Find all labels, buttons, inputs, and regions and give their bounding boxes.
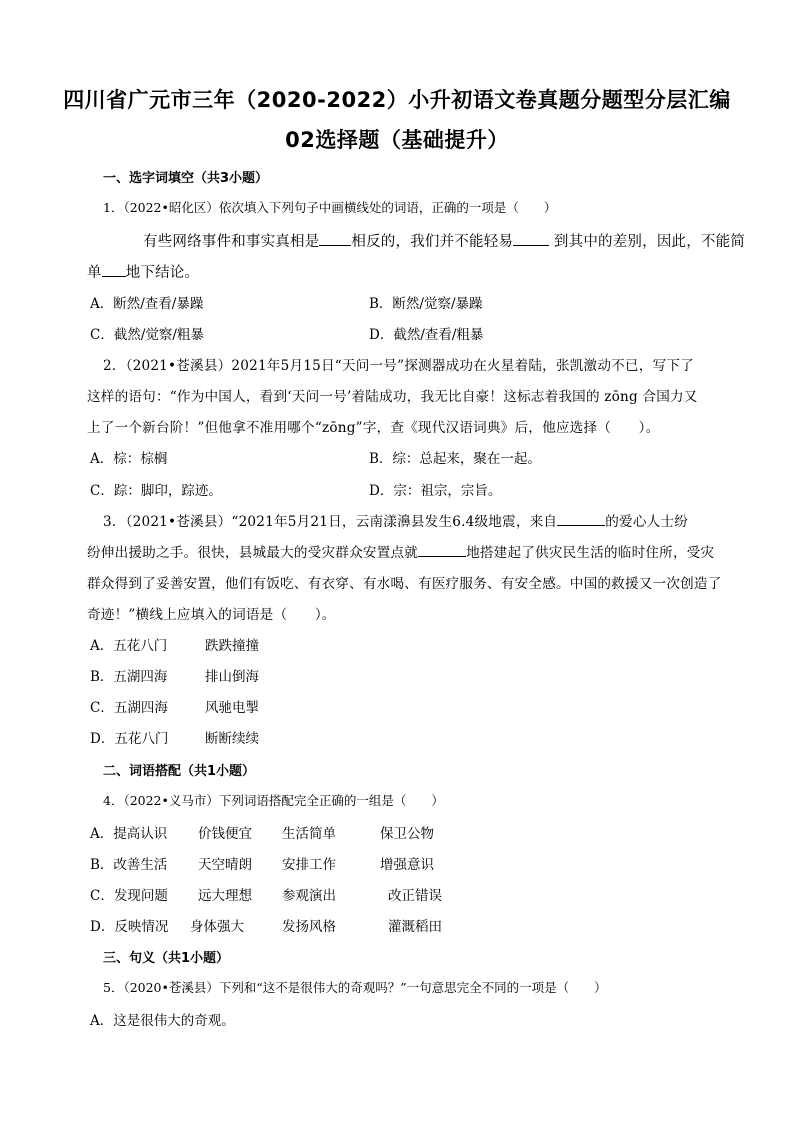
q3-option-b: B．五湖四海 (90, 669, 168, 685)
question-4-stem: 4．（2022•义马市）下列词语搭配完全正确的一组是（ ） (103, 793, 444, 808)
q1-option-b: B．断然/觉察/暴躁 (369, 296, 483, 312)
q4-row-b-col3: 安排工作 (282, 857, 336, 873)
q2-option-a: A．棕：棕榈 (90, 451, 168, 467)
q3-text-d: 地搭建起了供灾民生活的临时住所，受灾 (466, 545, 715, 561)
question-3-line1 (103, 510, 688, 530)
question-1-stem: 1．（2022•昭化区）依次填入下列句子中画横线处的词语，正确的一项是（ ） (103, 200, 557, 215)
q3-option-a-word: 跌跌撞撞 (205, 638, 259, 654)
question-3-line4: 奇迹！”横线上应填入的词语是（ ）。 (87, 607, 336, 623)
q4-row-c-col3: 参观演出 (282, 888, 336, 904)
q3-text-a: 3．（2021•苍溪县）“2021年5月21日，云南漾濞县发生6.4级地震，来自 (103, 514, 558, 530)
q4-row-d-col4: 灌溉稻田 (388, 919, 442, 935)
q3-option-d: D．五花八门 (90, 731, 169, 747)
q3-option-c: C．五湖四海 (90, 700, 168, 716)
q1-option-c: C．截然/觉察/粗暴 (90, 327, 204, 343)
q4-row-b-col2: 天空晴朗 (198, 857, 252, 873)
q1-text-d: 单 (87, 265, 102, 281)
question-3-line2 (87, 541, 714, 561)
q1-text-b: 相反的，我们并不能轻易 (351, 234, 514, 250)
q4-row-c-col2: 远大理想 (198, 888, 252, 904)
q3-text-c: 纷伸出援助之手。很快，县城最大的受灾群众安置点就 (87, 545, 419, 561)
q1-option-a: A．断然/查看/暴躁 (90, 296, 204, 312)
q1-text-c: 到其中的差别，因此，不能简 (549, 234, 746, 250)
q3-option-a-label: A．五花八门 (90, 638, 168, 654)
question-2-line2: 这样的语句：“作为中国人，看到‘天问一号’着陆成功，我无比自豪！这标志着我国的 zōng 合国力又 (87, 389, 698, 405)
section-heading-1: 一、选字词填空（共3小题） (103, 171, 269, 186)
q4-row-a-col3: 生活简单 (282, 826, 336, 842)
q1-text-e: 地下结论。 (125, 265, 200, 281)
q4-row-c-col1: C．发现问题 (90, 888, 168, 904)
q1-blank-1 (319, 231, 351, 246)
question-5-stem: 5．（2020•苍溪县）下列和“这不是很伟大的奇观吗？”一句意思完全不同的一项是（ ） (103, 980, 607, 995)
q4-row-c-col4: 改正错误 (388, 888, 442, 904)
section-heading-3: 三、句义（共1小题） (103, 951, 230, 966)
section-heading-2: 二、词语搭配（共1小题） (103, 764, 256, 779)
q4-row-b-col1: B．改善生活 (90, 857, 168, 873)
q3-blank-2 (418, 542, 466, 557)
q5-option-a: A．这是很伟大的奇观。 (90, 1013, 235, 1029)
document-subtitle: 02选择题（基础提升） (285, 128, 509, 152)
q3-option-c-word: 风驰电掣 (205, 700, 259, 716)
q4-row-d-col3: 发扬风格 (282, 919, 336, 935)
q4-row-d-col1: D．反映情况 (90, 919, 169, 935)
q4-row-d-col2: 身体强大 (190, 919, 244, 935)
q1-text-a: 有些网络事件和事实真相是 (143, 234, 320, 250)
q3-blank-1 (557, 511, 605, 526)
question-2-line1: 2．（2021•苍溪县）2021年5月15日“天问一号”探测器成功在火星着陆，张凯激动不已，写下了 (103, 358, 694, 374)
q3-option-a (90, 634, 167, 654)
q1-option-d: D．截然/查看/粗暴 (369, 327, 484, 343)
question-1-sentence-line1 (143, 230, 745, 251)
q1-blank-2 (513, 231, 549, 246)
q4-row-a-col4: 保卫公物 (380, 826, 434, 842)
q3-text-b: 的爱心人士纷 (605, 514, 688, 530)
q4-row-a-col1: A．提高认识 (90, 826, 168, 842)
question-2-line3: 上了一个新台阶！”但他拿不准用哪个“zōng”字，查《现代汉语词典》后，他应选择（ ）。 (87, 420, 660, 436)
q2-option-d: D．宗：祖宗，宗旨。 (369, 483, 502, 499)
q4-row-b-col4: 增强意识 (380, 857, 434, 873)
q2-option-b: B．综：总起来，聚在一起。 (369, 451, 541, 467)
q3-option-d-word: 断断续续 (205, 731, 259, 747)
question-3-line3: 群众得到了妥善安置，他们有饭吃、有衣穿、有水喝、有医疗服务、有安全感。中国的救援又一次创造了 (87, 576, 722, 592)
q2-option-c: C．踪：脚印，踪迹。 (90, 483, 222, 499)
q1-blank-3 (102, 262, 126, 277)
question-1-sentence-line2 (87, 261, 199, 282)
document-title: 四川省广元市三年（2020-2022）小升初语文卷真题分题型分层汇编 (63, 88, 731, 112)
q4-row-a-col2: 价钱便宜 (198, 826, 252, 842)
q3-option-b-word: 排山倒海 (205, 669, 259, 685)
